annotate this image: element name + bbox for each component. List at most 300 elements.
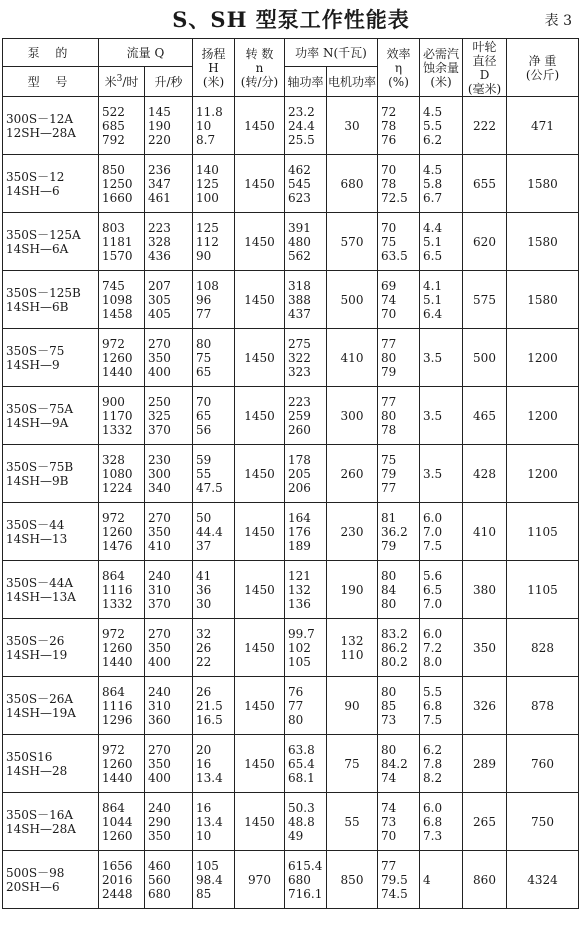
flow-m3h-cell-line: 1116: [102, 582, 133, 597]
npsh-cell-line: [423, 337, 462, 351]
model-cell-line: 350S－125A: [6, 227, 81, 242]
head-cell-line: 30: [196, 596, 212, 611]
flow-ls-cell-line: 240: [148, 568, 171, 583]
table-row: [3, 735, 579, 793]
flow-ls-cell-line: 325: [148, 408, 171, 423]
efficiency-cell-line: 79: [381, 538, 397, 553]
model-cell-line: 20SH—6: [6, 879, 60, 894]
head-cell: [193, 155, 235, 213]
model-cell: [3, 619, 99, 677]
npsh-cell-line: 3.5: [423, 408, 443, 423]
impeller-cell: 265: [463, 793, 507, 851]
efficiency-cell-line: 78: [381, 176, 397, 191]
flow-m3h-cell-line: 685: [102, 118, 125, 133]
flow-ls-cell: [145, 677, 193, 735]
flow-ls-cell-line: 230: [148, 452, 171, 467]
flow-m3h-cell: [99, 561, 145, 619]
header-flow-unit-m3h-sup: 3: [116, 73, 123, 84]
efficiency-cell-line: 36.2: [381, 524, 408, 539]
flow-ls-cell-line: 220: [148, 132, 171, 147]
flow-ls-cell-line: 347: [148, 176, 171, 191]
efficiency-cell: [378, 793, 420, 851]
head-cell-line: 108: [196, 278, 219, 293]
flow-ls-cell-line: 223: [148, 220, 171, 235]
flow-ls-cell-line: 350: [148, 828, 171, 843]
header-impeller-symbol: D: [479, 67, 490, 82]
flow-m3h-cell-line: 1260: [102, 350, 133, 365]
table-row: [3, 271, 579, 329]
npsh-cell-line: 7.8: [423, 756, 443, 771]
weight-cell: 878: [507, 677, 579, 735]
efficiency-cell: [378, 387, 420, 445]
motor-power-cell: 75: [327, 735, 378, 793]
model-cell-line: 350S－26A: [6, 691, 74, 706]
model-cell: [3, 387, 99, 445]
shaft-power-cell-line: 50.3: [288, 800, 315, 815]
flow-ls-cell-line: 328: [148, 234, 171, 249]
flow-m3h-cell-line: 1098: [102, 292, 133, 307]
head-cell-line: 11.8: [196, 104, 223, 119]
header-speed: [235, 39, 285, 97]
head-cell: [193, 619, 235, 677]
speed-cell: 1450: [235, 329, 285, 387]
header-flow-unit-m3h: [99, 67, 145, 97]
shaft-power-cell: [285, 677, 327, 735]
motor-power-cell: 230: [327, 503, 378, 561]
efficiency-cell-line: 70: [381, 162, 397, 177]
flow-ls-cell: [145, 619, 193, 677]
flow-ls-cell-line: 190: [148, 118, 171, 133]
efficiency-cell-line: 77: [381, 480, 397, 495]
efficiency-cell-line: 81: [381, 510, 397, 525]
efficiency-cell-line: 80: [381, 684, 397, 699]
model-cell-line: 12SH—28A: [6, 125, 76, 140]
shaft-power-cell: [285, 329, 327, 387]
model-cell: [3, 793, 99, 851]
head-cell-line: 125: [196, 220, 219, 235]
flow-m3h-cell: [99, 677, 145, 735]
shaft-power-cell-line: 65.4: [288, 756, 315, 771]
flow-m3h-cell-line: 972: [102, 336, 125, 351]
efficiency-cell-line: 80: [381, 742, 397, 757]
flow-ls-cell-line: 405: [148, 306, 171, 321]
weight-cell: 1580: [507, 213, 579, 271]
head-cell-line: 10: [196, 828, 212, 843]
shaft-power-cell-line: 136: [288, 596, 311, 611]
flow-m3h-cell: [99, 503, 145, 561]
flow-m3h-cell-line: 1332: [102, 596, 133, 611]
npsh-cell-line: [423, 423, 462, 437]
flow-m3h-cell-line: 850: [102, 162, 125, 177]
motor-power-cell: 680: [327, 155, 378, 213]
model-cell-line: 14SH—19A: [6, 705, 76, 720]
model-cell: [3, 677, 99, 735]
flow-ls-cell: [145, 445, 193, 503]
efficiency-cell-line: 69: [381, 278, 397, 293]
model-cell-line: 350S－16A: [6, 807, 74, 822]
efficiency-cell-line: 80: [381, 596, 397, 611]
efficiency-cell-line: 74: [381, 800, 397, 815]
shaft-power-cell-line: 178: [288, 452, 311, 467]
npsh-cell: [420, 561, 463, 619]
flow-ls-cell-line: 680: [148, 886, 171, 901]
shaft-power-cell-line: 716.1: [288, 886, 323, 901]
npsh-cell: [420, 213, 463, 271]
flow-ls-cell-line: 370: [148, 596, 171, 611]
efficiency-cell-line: 85: [381, 698, 397, 713]
shaft-power-cell-line: 176: [288, 524, 311, 539]
flow-m3h-cell: [99, 271, 145, 329]
npsh-cell-line: [423, 395, 462, 409]
flow-ls-cell: [145, 271, 193, 329]
head-cell: [193, 503, 235, 561]
header-npsh-line1: 必需汽: [422, 46, 459, 61]
shaft-power-cell-line: 24.4: [288, 118, 315, 133]
flow-m3h-cell: [99, 619, 145, 677]
flow-ls-cell-line: 400: [148, 770, 171, 785]
impeller-cell: 620: [463, 213, 507, 271]
efficiency-cell-line: 72.5: [381, 190, 408, 205]
head-cell-line: 55: [196, 466, 212, 481]
flow-m3h-cell: [99, 387, 145, 445]
header-head-symbol: H: [208, 60, 219, 75]
model-cell-line: 14SH—6A: [6, 241, 69, 256]
flow-ls-cell-line: 436: [148, 248, 171, 263]
efficiency-cell-line: 63.5: [381, 248, 408, 263]
head-cell-line: 37: [196, 538, 212, 553]
header-motor-power: 电机功率: [327, 67, 378, 97]
head-cell-line: 70: [196, 394, 212, 409]
head-cell: [193, 329, 235, 387]
flow-m3h-cell-line: 803: [102, 220, 125, 235]
efficiency-cell-line: 84: [381, 582, 397, 597]
npsh-cell-line: 6.8: [423, 698, 443, 713]
motor-power-cell: 30: [327, 97, 378, 155]
efficiency-cell-line: 73: [381, 712, 397, 727]
impeller-cell: 575: [463, 271, 507, 329]
flow-ls-cell-line: 240: [148, 800, 171, 815]
flow-m3h-cell-line: 1458: [102, 306, 133, 321]
head-cell-line: 105: [196, 858, 219, 873]
efficiency-cell-line: 78: [381, 422, 397, 437]
flow-m3h-cell: [99, 735, 145, 793]
npsh-cell-line: 7.0: [423, 596, 443, 611]
flow-m3h-cell-line: 1260: [102, 828, 133, 843]
model-cell: [3, 561, 99, 619]
weight-cell: 750: [507, 793, 579, 851]
shaft-power-cell-line: 77: [288, 698, 304, 713]
head-cell-line: 16: [196, 756, 212, 771]
flow-ls-cell-line: 310: [148, 582, 171, 597]
flow-m3h-cell-line: 864: [102, 800, 125, 815]
flow-m3h-cell-line: 1181: [102, 234, 133, 249]
head-cell-line: 13.4: [196, 770, 223, 785]
weight-cell: 471: [507, 97, 579, 155]
header-efficiency-symbol: η: [394, 60, 403, 75]
header-power: 功率 N(千瓦): [285, 39, 378, 67]
header-head: [193, 39, 235, 97]
npsh-cell-line: 5.1: [423, 292, 443, 307]
flow-m3h-cell-line: 1260: [102, 524, 133, 539]
speed-cell: 970: [235, 851, 285, 909]
npsh-cell-line: 4.5: [423, 162, 443, 177]
efficiency-cell-line: 74: [381, 292, 397, 307]
head-cell-line: 32: [196, 626, 212, 641]
shaft-power-cell-line: 388: [288, 292, 311, 307]
npsh-cell-line: 5.8: [423, 176, 443, 191]
head-cell: [193, 793, 235, 851]
efficiency-cell-line: 83.2: [381, 626, 408, 641]
model-cell-line: 14SH—19: [6, 647, 68, 662]
npsh-cell-line: 5.1: [423, 234, 443, 249]
efficiency-cell-line: 78: [381, 118, 397, 133]
shaft-power-cell-line: 275: [288, 336, 311, 351]
speed-cell: 1450: [235, 793, 285, 851]
model-cell-line: 350S－75A: [6, 401, 74, 416]
weight-cell: 1105: [507, 503, 579, 561]
model-cell: [3, 503, 99, 561]
flow-m3h-cell-line: 1260: [102, 756, 133, 771]
shaft-power-cell-line: 48.8: [288, 814, 315, 829]
head-cell-line: 125: [196, 176, 219, 191]
impeller-cell: 500: [463, 329, 507, 387]
head-cell-line: 36: [196, 582, 212, 597]
shaft-power-cell-line: 205: [288, 466, 311, 481]
model-cell: [3, 213, 99, 271]
head-cell-line: 26: [196, 640, 212, 655]
head-cell-line: 65: [196, 364, 212, 379]
npsh-cell: [420, 445, 463, 503]
shaft-power-cell-line: 68.1: [288, 770, 315, 785]
npsh-cell-line: 4: [423, 872, 431, 887]
npsh-cell: [420, 793, 463, 851]
head-cell-line: 8.7: [196, 132, 216, 147]
impeller-cell: 326: [463, 677, 507, 735]
flow-m3h-cell-line: 328: [102, 452, 125, 467]
weight-cell: 1200: [507, 387, 579, 445]
header-flow-unit-m3h-text: 米: [104, 74, 117, 89]
efficiency-cell: [378, 619, 420, 677]
shaft-power-cell-line: 105: [288, 654, 311, 669]
shaft-power-cell-line: 318: [288, 278, 311, 293]
head-cell: [193, 735, 235, 793]
model-cell-line: 14SH—6: [6, 183, 60, 198]
flow-ls-cell: [145, 561, 193, 619]
efficiency-cell-line: 73: [381, 814, 397, 829]
flow-ls-cell-line: 270: [148, 336, 171, 351]
npsh-cell-line: [423, 859, 462, 873]
table-row: [3, 677, 579, 735]
table-row: [3, 329, 579, 387]
flow-m3h-cell-line: 2448: [102, 886, 133, 901]
model-cell-line: 14SH—9A: [6, 415, 69, 430]
flow-ls-cell-line: 240: [148, 684, 171, 699]
model-cell-line: 350S16: [6, 749, 53, 764]
speed-cell: 1450: [235, 97, 285, 155]
speed-cell: 1450: [235, 387, 285, 445]
efficiency-cell: [378, 561, 420, 619]
header-flow-unit-ls: 升/秒: [145, 67, 193, 97]
header-head-unit: (米): [202, 74, 225, 89]
model-cell-line: 14SH—6B: [6, 299, 69, 314]
head-cell-line: 10: [196, 118, 212, 133]
efficiency-cell: [378, 445, 420, 503]
flow-ls-cell-line: 360: [148, 712, 171, 727]
npsh-cell: [420, 271, 463, 329]
npsh-cell-line: 6.5: [423, 582, 443, 597]
header-npsh: [420, 39, 463, 97]
weight-cell: 1580: [507, 155, 579, 213]
efficiency-cell-line: 75: [381, 452, 397, 467]
head-cell-line: 26: [196, 684, 212, 699]
shaft-power-cell-line: 23.2: [288, 104, 315, 119]
npsh-cell-line: 7.5: [423, 712, 443, 727]
flow-m3h-cell-line: 745: [102, 278, 125, 293]
head-cell-line: 77: [196, 306, 212, 321]
shaft-power-cell-line: 206: [288, 480, 311, 495]
head-cell-line: 75: [196, 350, 212, 365]
npsh-cell-line: [423, 453, 462, 467]
flow-ls-cell-line: 305: [148, 292, 171, 307]
shaft-power-cell-line: 121: [288, 568, 311, 583]
head-cell: [193, 97, 235, 155]
efficiency-cell-line: 77: [381, 394, 397, 409]
weight-cell: 1200: [507, 329, 579, 387]
header-efficiency: [378, 39, 420, 97]
head-cell-line: 80: [196, 336, 212, 351]
flow-m3h-cell-line: 1440: [102, 770, 133, 785]
flow-ls-cell: [145, 213, 193, 271]
head-cell: [193, 851, 235, 909]
header-shaft-power: 轴功率: [285, 67, 327, 97]
shaft-power-cell-line: 462: [288, 162, 311, 177]
header-pump-model-bottom: 型 号: [3, 67, 99, 97]
npsh-cell: [420, 503, 463, 561]
efficiency-cell: [378, 329, 420, 387]
motor-power-cell: 410: [327, 329, 378, 387]
npsh-cell-line: 5.5: [423, 118, 443, 133]
efficiency-cell-line: 86.2: [381, 640, 408, 655]
model-cell-line: 14SH—9B: [6, 473, 69, 488]
model-cell: [3, 271, 99, 329]
flow-ls-cell-line: 236: [148, 162, 171, 177]
npsh-cell-line: 5.5: [423, 684, 443, 699]
shaft-power-cell-line: 562: [288, 248, 311, 263]
speed-cell: 1450: [235, 503, 285, 561]
flow-ls-cell-line: 310: [148, 698, 171, 713]
npsh-cell: [420, 155, 463, 213]
head-cell-line: 85: [196, 886, 212, 901]
impeller-cell: 860: [463, 851, 507, 909]
header-impeller-line2: 直径: [472, 53, 497, 68]
efficiency-cell-line: 74: [381, 770, 397, 785]
flow-m3h-cell-line: 972: [102, 626, 125, 641]
model-cell: [3, 735, 99, 793]
table-row: [3, 445, 579, 503]
page-title: S、SH 型泵工作性能表: [172, 7, 410, 32]
flow-m3h-cell-line: 1440: [102, 654, 133, 669]
head-cell-line: 50: [196, 510, 212, 525]
header-weight-unit: (公斤): [525, 67, 560, 82]
head-cell-line: 59: [196, 452, 212, 467]
flow-m3h-cell-line: 1116: [102, 698, 133, 713]
npsh-cell-line: 7.0: [423, 524, 443, 539]
flow-ls-cell-line: 410: [148, 538, 171, 553]
shaft-power-cell-line: 391: [288, 220, 311, 235]
flow-m3h-cell-line: 792: [102, 132, 125, 147]
speed-cell: 1450: [235, 735, 285, 793]
table-row: [3, 97, 579, 155]
efficiency-cell-line: 80.2: [381, 654, 408, 669]
efficiency-cell-line: 79: [381, 466, 397, 481]
npsh-cell: [420, 851, 463, 909]
header-efficiency-unit: (%): [388, 74, 409, 89]
model-cell-line: 300S－12A: [6, 111, 74, 126]
impeller-cell: 350: [463, 619, 507, 677]
efficiency-cell-line: 80: [381, 350, 397, 365]
model-cell-line: 350S－12: [6, 169, 65, 184]
header-speed-symbol: n: [255, 60, 264, 75]
flow-ls-cell-line: 400: [148, 364, 171, 379]
efficiency-cell-line: 80: [381, 408, 397, 423]
npsh-cell-line: 6.7: [423, 190, 443, 205]
efficiency-cell-line: 75: [381, 234, 397, 249]
npsh-cell-line: 5.6: [423, 568, 443, 583]
flow-m3h-cell: [99, 155, 145, 213]
flow-m3h-cell-line: 972: [102, 510, 125, 525]
head-cell: [193, 677, 235, 735]
weight-cell: 760: [507, 735, 579, 793]
pump-performance-table: [2, 38, 579, 909]
flow-ls-cell-line: 290: [148, 814, 171, 829]
header-weight-label: 净 重: [528, 53, 557, 68]
model-cell: [3, 851, 99, 909]
flow-ls-cell-line: 270: [148, 626, 171, 641]
shaft-power-cell-line: 189: [288, 538, 311, 553]
flow-ls-cell: [145, 97, 193, 155]
shaft-power-cell-line: 76: [288, 684, 304, 699]
weight-cell: 1580: [507, 271, 579, 329]
header-npsh-line2: 蚀余量: [422, 60, 459, 75]
flow-ls-cell: [145, 851, 193, 909]
head-cell-line: 140: [196, 162, 219, 177]
table-row: [3, 155, 579, 213]
table-row: [3, 387, 579, 445]
speed-cell: 1450: [235, 561, 285, 619]
flow-ls-cell-line: 350: [148, 350, 171, 365]
flow-m3h-cell: [99, 793, 145, 851]
npsh-cell-line: 8.2: [423, 770, 443, 785]
efficiency-cell: [378, 503, 420, 561]
efficiency-cell: [378, 851, 420, 909]
head-cell-line: 65: [196, 408, 212, 423]
table-body: [3, 97, 579, 909]
flow-ls-cell-line: 145: [148, 104, 171, 119]
npsh-cell-line: 6.0: [423, 626, 443, 641]
flow-ls-cell: [145, 503, 193, 561]
shaft-power-cell-line: 260: [288, 422, 311, 437]
model-cell: [3, 97, 99, 155]
npsh-cell: [420, 677, 463, 735]
efficiency-cell-line: 77: [381, 858, 397, 873]
head-cell-line: 16.5: [196, 712, 223, 727]
flow-m3h-cell-line: 1080: [102, 466, 133, 481]
flow-ls-cell-line: 370: [148, 422, 171, 437]
model-cell: [3, 155, 99, 213]
flow-m3h-cell-line: 1476: [102, 538, 133, 553]
head-cell-line: 44.4: [196, 524, 223, 539]
shaft-power-cell: [285, 851, 327, 909]
